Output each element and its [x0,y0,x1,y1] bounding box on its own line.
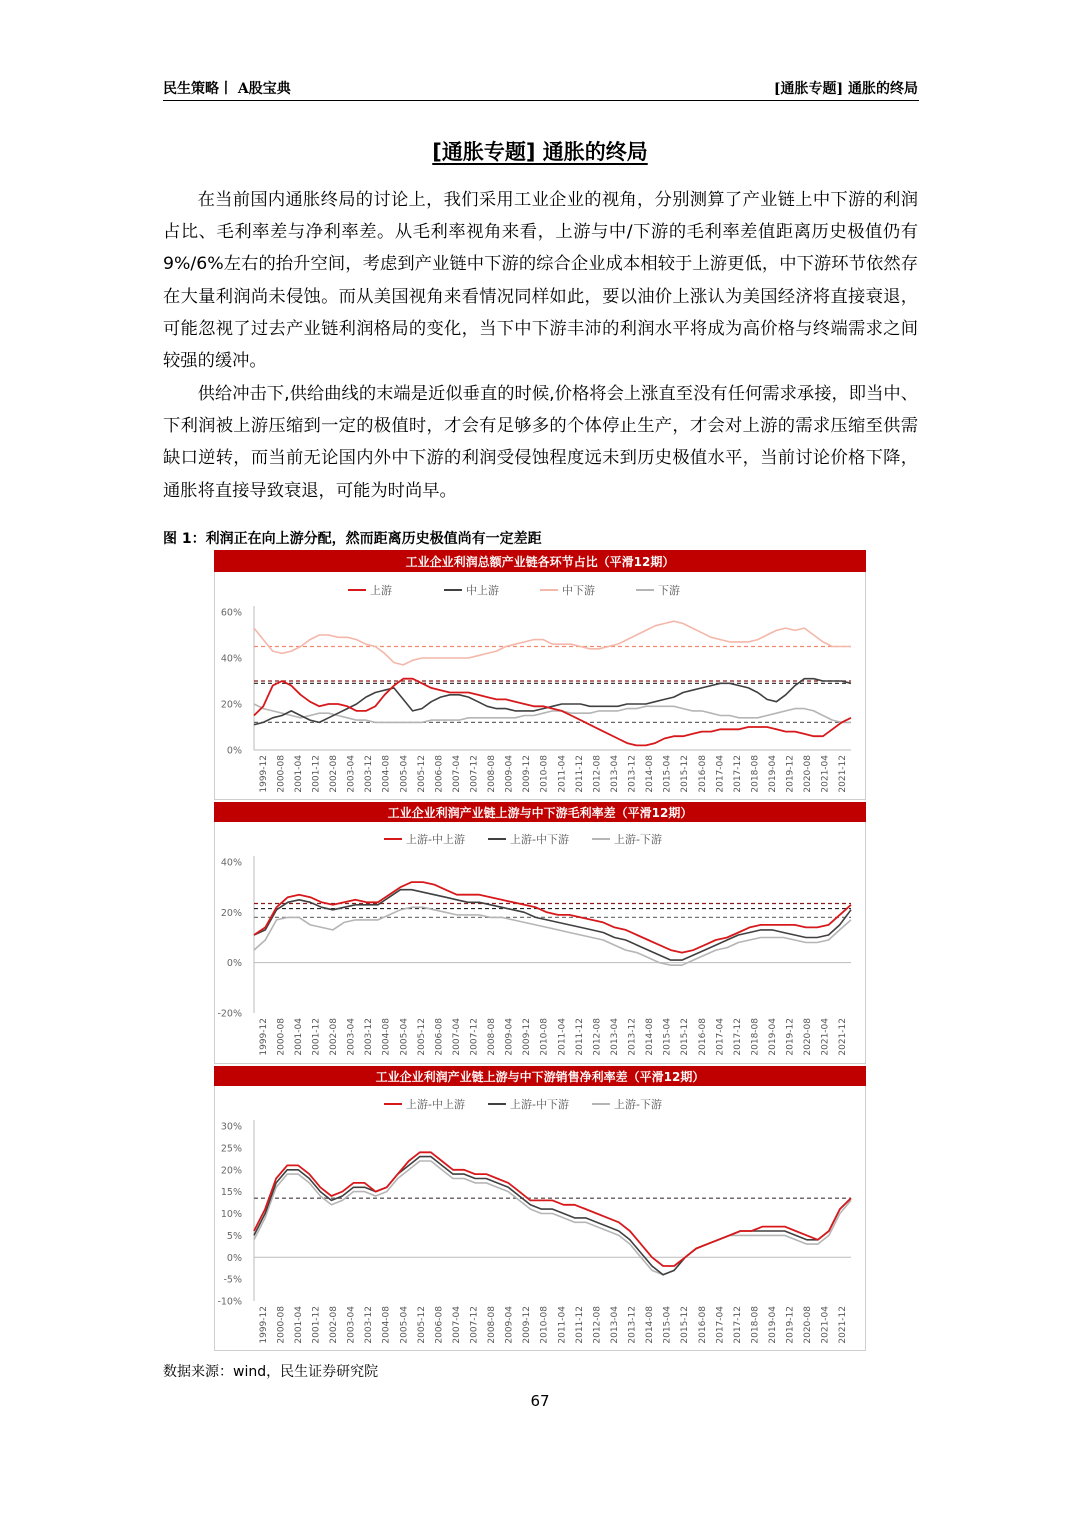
x-tick-label: 2003-04 [346,1306,357,1344]
y-tick-label: 15% [220,1187,242,1199]
x-tick-label: 2001-04 [293,1306,304,1344]
x-tick-label: 2017-04 [715,755,726,793]
x-tick-label: 2005-12 [416,1018,427,1056]
x-tick-label: 2005-12 [416,1306,427,1344]
x-tick-label: 2013-12 [627,1306,638,1344]
x-tick-label: 2009-04 [504,1306,515,1344]
x-tick-label: 2012-08 [592,1018,603,1056]
y-tick-label: 10% [220,1209,242,1220]
x-tick-label: 2007-04 [451,1306,462,1344]
y-tick-label: -10% [217,1296,242,1308]
figure-title: 图 1：利润正在向上游分配，然而距离历史极值尚有一定差距 [163,531,542,547]
x-tick-label: 2021-12 [838,1018,849,1056]
x-tick-label: 2014-08 [645,1306,656,1344]
legend-label: 上游-下游 [614,833,662,846]
x-tick-label: 2005-04 [399,1306,410,1344]
y-tick-label: 60% [220,607,242,619]
x-tick-label: 2021-12 [838,755,849,793]
x-tick-label: 2004-08 [381,755,392,793]
x-tick-label: 2003-12 [364,755,375,793]
x-tick-label: 2019-12 [785,1306,796,1344]
x-tick-label: 2001-04 [293,1018,304,1056]
x-tick-label: 2003-12 [364,1018,375,1056]
x-tick-label: 2006-08 [434,1018,445,1056]
x-tick-label: 2014-08 [645,755,656,793]
x-tick-label: 2005-04 [399,755,410,793]
x-tick-label: 2000-08 [276,755,287,793]
x-tick-label: 2021-12 [838,1306,849,1344]
page-title: [通胀专题] 通胀的终局 [432,140,648,164]
x-tick-label: 1999-12 [258,755,269,793]
x-tick-label: 2005-12 [416,755,427,793]
x-tick-label: 2008-08 [487,1018,498,1056]
chart-3 [214,1066,866,1351]
x-tick-label: 2016-08 [697,755,708,793]
x-tick-label: 2007-04 [451,1018,462,1056]
x-tick-label: 2014-08 [645,1018,656,1056]
legend-label: 上游-中上游 [406,833,465,846]
chart-title: 工业企业利润总额产业链各环节占比（平滑12期） [405,555,675,569]
x-tick-label: 2007-12 [469,1306,480,1344]
chart-2 [214,802,866,1064]
x-tick-label: 2011-12 [574,1018,585,1056]
x-tick-label: 2005-04 [399,1018,410,1056]
y-tick-label: 40% [220,857,242,869]
legend-label: 中上游 [466,584,499,597]
x-tick-label: 2011-04 [557,1306,568,1344]
y-tick-label: 5% [226,1230,242,1242]
legend-label: 上游-中下游 [510,833,569,846]
x-tick-label: 2017-12 [732,1306,743,1344]
x-tick-label: 2021-04 [820,1018,831,1056]
x-tick-label: 2015-12 [680,755,691,793]
x-tick-label: 2017-12 [732,1018,743,1056]
x-tick-label: 1999-12 [258,1306,269,1344]
x-tick-label: 2021-04 [820,755,831,793]
x-tick-label: 2015-12 [680,1018,691,1056]
x-tick-label: 2011-04 [557,755,568,793]
y-tick-label: -20% [217,1008,242,1020]
x-tick-label: 2002-08 [329,1018,340,1056]
paragraph-2: 供给冲击下,供给曲线的末端是近似垂直的时候,价格将会上涨直至没有任何需求承接，即当中、下利润被上游压缩到一定的极值时，才会有足够多的个体停止生产，才会对上游的需求压缩至供需缺口逆转，而当前无论国内外中下游的利润受侵蚀程度远未到历史极值水平，当前讨论价格下降，通胀将直接导致衰退，可能为时尚早。 [163,384,918,501]
x-tick-label: 2011-04 [557,1018,568,1056]
x-tick-label: 2011-12 [574,1306,585,1344]
x-tick-label: 2019-04 [767,755,778,793]
page-number: 67 [530,1392,550,1410]
x-tick-label: 2017-04 [715,1018,726,1056]
x-tick-label: 2008-08 [487,755,498,793]
x-tick-label: 2015-04 [662,1018,673,1056]
x-tick-label: 2015-04 [662,1306,673,1344]
header-rule [163,100,919,101]
x-tick-label: 2011-12 [574,755,585,793]
x-tick-label: 2012-08 [592,755,603,793]
x-tick-label: 2003-12 [364,1306,375,1344]
x-tick-label: 2007-04 [451,755,462,793]
y-tick-label: 20% [220,1165,242,1177]
legend-label: 中下游 [562,584,595,597]
x-tick-label: 2018-08 [750,1306,761,1344]
x-tick-label: 2010-08 [539,755,550,793]
x-tick-label: 2020-08 [803,755,814,793]
x-tick-label: 2003-04 [346,1018,357,1056]
legend-label: 上游-中下游 [510,1098,569,1111]
x-tick-label: 2021-04 [820,1306,831,1344]
y-tick-label: 25% [220,1143,242,1155]
y-tick-label: 40% [220,653,242,665]
x-tick-label: 2009-12 [522,1306,533,1344]
x-tick-label: 2019-04 [767,1306,778,1344]
x-tick-label: 2008-08 [487,1306,498,1344]
legend-label: 下游 [658,584,680,597]
chart-title: 工业企业利润产业链上游与中下游销售净利率差（平滑12期） [375,1070,705,1084]
x-tick-label: 2007-12 [469,755,480,793]
x-tick-label: 2006-08 [434,755,445,793]
x-tick-label: 2013-04 [609,1018,620,1056]
x-tick-label: 2018-08 [750,755,761,793]
x-tick-label: 2017-04 [715,1306,726,1344]
legend-label: 上游-下游 [614,1098,662,1111]
x-tick-label: 2001-12 [311,1306,322,1344]
x-tick-label: 2006-08 [434,1306,445,1344]
x-tick-label: 2003-04 [346,755,357,793]
x-tick-label: 2013-12 [627,755,638,793]
header-left: 民生策略丨 A股宝典 [163,81,291,97]
y-tick-label: 0% [226,1252,242,1264]
y-tick-label: 0% [226,958,242,970]
chart-title: 工业企业利润产业链上游与中下游毛利率差（平滑12期） [387,806,693,820]
x-tick-label: 2013-12 [627,1018,638,1056]
charts-svg [214,550,866,1351]
y-tick-label: 0% [226,745,242,757]
x-tick-label: 2019-12 [785,755,796,793]
x-tick-label: 2000-08 [276,1018,287,1056]
x-tick-label: 2000-08 [276,1306,287,1344]
x-tick-label: 2009-04 [504,1018,515,1056]
x-tick-label: 2004-08 [381,1306,392,1344]
x-tick-label: 2009-12 [522,1018,533,1056]
data-source: 数据来源：wind，民生证券研究院 [163,1364,379,1380]
header-right: [通胀专题] 通胀的终局 [773,81,918,97]
x-tick-label: 2010-08 [539,1018,550,1056]
y-tick-label: 20% [220,699,242,711]
y-tick-label: 20% [220,907,242,919]
x-tick-label: 2001-04 [293,755,304,793]
x-tick-label: 2009-12 [522,755,533,793]
x-tick-label: 2001-12 [311,755,322,793]
x-tick-label: 2019-04 [767,1018,778,1056]
x-tick-label: 2010-08 [539,1306,550,1344]
x-tick-label: 2002-08 [329,1306,340,1344]
x-tick-label: 2002-08 [329,755,340,793]
x-tick-label: 2017-12 [732,755,743,793]
x-tick-label: 2015-04 [662,755,673,793]
figure-charts [214,550,866,1351]
y-tick-label: 30% [220,1121,242,1133]
x-tick-label: 2018-08 [750,1018,761,1056]
x-tick-label: 2013-04 [609,755,620,793]
x-tick-label: 2009-04 [504,755,515,793]
x-tick-label: 2004-08 [381,1018,392,1056]
x-tick-label: 2020-08 [803,1018,814,1056]
paragraph-1: 在当前国内通胀终局的讨论上，我们采用工业企业的视角，分别测算了产业链上中下游的利润占比、毛利率差与净利率差。从毛利率视角来看，上游与中/下游的毛利率差值距离历史极值仍有 9%/6%左右的抬升空间，考虑到产业链中下游的综合企业成本相较于上游更低，中下游环节依然存在大量利润尚未侵蚀。而从美国视角来看情况同样如此，要以油价上涨认为美国经济将直接衰退，可能忽视了过去产业链利润格局的变化，当下中下游丰沛的利润水平将成为高价格与终端需求之间较强的缓冲。 [163,190,918,372]
x-tick-label: 2001-12 [311,1018,322,1056]
x-tick-label: 2007-12 [469,1018,480,1056]
legend-label: 上游-中上游 [406,1098,465,1111]
x-tick-label: 2013-04 [609,1306,620,1344]
x-tick-label: 2015-12 [680,1306,691,1344]
x-tick-label: 2012-08 [592,1306,603,1344]
y-tick-label: -5% [223,1274,242,1286]
legend-label: 上游 [370,584,392,597]
x-tick-label: 2020-08 [803,1306,814,1344]
x-tick-label: 2016-08 [697,1018,708,1056]
chart-1 [214,550,866,800]
x-tick-label: 1999-12 [258,1018,269,1056]
x-tick-label: 2016-08 [697,1306,708,1344]
x-tick-label: 2019-12 [785,1018,796,1056]
